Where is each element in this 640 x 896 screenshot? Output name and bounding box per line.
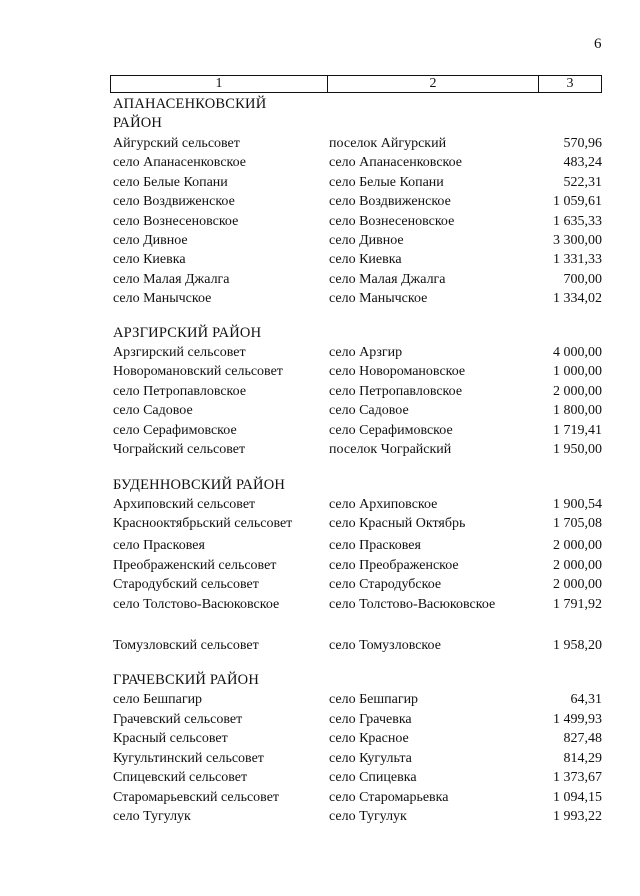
amount: 1 900,54 bbox=[553, 497, 602, 512]
admin-center: село Вознесеновское bbox=[329, 214, 455, 229]
amount: 483,24 bbox=[563, 155, 602, 170]
admin-center: село Апанасенковское bbox=[329, 155, 463, 170]
amount: 1 094,15 bbox=[553, 790, 602, 805]
amount: 1 334,02 bbox=[553, 291, 602, 306]
table-row bbox=[0, 134, 640, 154]
admin-center: село Дивное bbox=[329, 233, 404, 248]
district-title-line: АПАНАСЕНКОВСКИЙ bbox=[113, 96, 267, 112]
amount: 1 950,00 bbox=[553, 442, 602, 457]
table-row bbox=[0, 192, 640, 212]
table-row bbox=[0, 710, 640, 730]
amount: 1 958,20 bbox=[553, 638, 602, 653]
municipality-name: Томузловский сельсовет bbox=[113, 638, 259, 653]
amount: 1 331,33 bbox=[553, 252, 602, 267]
table-row bbox=[0, 153, 640, 173]
table-row bbox=[0, 768, 640, 788]
admin-center: село Воздвиженское bbox=[329, 194, 451, 209]
header-col-3: 3 bbox=[566, 76, 574, 91]
municipality-name: Красный сельсовет bbox=[113, 731, 228, 746]
municipality-name: село Киевка bbox=[113, 252, 186, 267]
admin-center: село Стародубское bbox=[329, 577, 442, 592]
amount: 2 000,00 bbox=[553, 577, 602, 592]
table-row bbox=[0, 289, 640, 309]
table-row bbox=[0, 362, 640, 382]
amount: 522,31 bbox=[563, 175, 602, 190]
amount: 1 635,33 bbox=[553, 214, 602, 229]
table-row bbox=[0, 556, 640, 576]
admin-center: село Манычское bbox=[329, 291, 428, 306]
amount: 4 000,00 bbox=[553, 345, 602, 360]
header-col-2: 2 bbox=[328, 76, 539, 92]
admin-center: село Серафимовское bbox=[329, 423, 453, 438]
table-row bbox=[0, 495, 640, 515]
admin-center: поселок Айгурский bbox=[329, 136, 447, 151]
amount: 1 705,08 bbox=[553, 516, 602, 531]
table-row bbox=[0, 514, 640, 534]
municipality-name: Краснооктябрьский сельсовет bbox=[113, 516, 293, 531]
municipality-name: Чограйский сельсовет bbox=[113, 442, 246, 457]
municipality-name: село Тугулук bbox=[113, 809, 191, 824]
header-col-1: 1 bbox=[111, 76, 328, 92]
amount: 1 059,61 bbox=[553, 194, 602, 209]
municipality-name: село Петропавловское bbox=[113, 384, 247, 399]
municipality-name: село Апанасенковское bbox=[113, 155, 247, 170]
municipality-name: Архиповский сельсовет bbox=[113, 497, 256, 512]
municipality-name: село Серафимовское bbox=[113, 423, 237, 438]
amount: 64,31 bbox=[570, 692, 602, 707]
admin-center: село Толстово-Васюковское bbox=[329, 597, 496, 612]
amount: 1 373,67 bbox=[553, 770, 602, 785]
municipality-name: село Малая Джалга bbox=[113, 272, 230, 287]
municipality-name: Арзгирский сельсовет bbox=[113, 345, 246, 360]
admin-center: село Красный Октябрь bbox=[329, 516, 466, 531]
amount: 700,00 bbox=[563, 272, 602, 287]
amount: 1 719,41 bbox=[553, 423, 602, 438]
admin-center: поселок Чограйский bbox=[329, 442, 452, 457]
municipality-name: Кугультинский сельсовет bbox=[113, 751, 264, 766]
amount: 2 000,00 bbox=[553, 558, 602, 573]
table-row bbox=[0, 231, 640, 251]
table-row bbox=[0, 575, 640, 595]
municipality-name: село Воздвиженское bbox=[113, 194, 235, 209]
amount: 570,96 bbox=[563, 136, 602, 151]
table-row bbox=[0, 749, 640, 769]
amount: 2 000,00 bbox=[553, 538, 602, 553]
municipality-name: село Толстово-Васюковское bbox=[113, 597, 280, 612]
admin-center: село Архиповское bbox=[329, 497, 438, 512]
table-row bbox=[0, 401, 640, 421]
amount: 2 000,00 bbox=[553, 384, 602, 399]
municipality-name: село Манычское bbox=[113, 291, 212, 306]
admin-center: село Томузловское bbox=[329, 638, 441, 653]
municipality-name: Новоромановский сельсовет bbox=[113, 364, 283, 379]
admin-center: село Тугулук bbox=[329, 809, 407, 824]
table-row bbox=[0, 343, 640, 363]
admin-center: село Красное bbox=[329, 731, 409, 746]
table-row bbox=[0, 250, 640, 270]
municipality-name: село Бешпагир bbox=[113, 692, 203, 707]
amount: 1 800,00 bbox=[553, 403, 602, 418]
admin-center: село Прасковея bbox=[329, 538, 421, 553]
table-header bbox=[110, 75, 602, 93]
municipality-name: село Садовое bbox=[113, 403, 193, 418]
admin-center: село Садовое bbox=[329, 403, 409, 418]
table-row bbox=[0, 421, 640, 441]
table-row bbox=[0, 595, 640, 615]
admin-center: село Киевка bbox=[329, 252, 402, 267]
amount: 1 000,00 bbox=[553, 364, 602, 379]
municipality-name: Грачевский сельсовет bbox=[113, 712, 243, 727]
admin-center: село Бешпагир bbox=[329, 692, 419, 707]
district-title-line: АРЗГИРСКИЙ РАЙОН bbox=[113, 325, 262, 341]
table-row bbox=[0, 440, 640, 460]
admin-center: село Старомарьевка bbox=[329, 790, 449, 805]
amount: 1 791,92 bbox=[553, 597, 602, 612]
municipality-name: Старомарьевский сельсовет bbox=[113, 790, 280, 805]
admin-center: село Малая Джалга bbox=[329, 272, 446, 287]
amount: 827,48 bbox=[563, 731, 602, 746]
amount: 3 300,00 bbox=[553, 233, 602, 248]
table-row bbox=[0, 788, 640, 808]
admin-center: село Преображенское bbox=[329, 558, 459, 573]
table-row bbox=[0, 690, 640, 710]
admin-center: село Белые Копани bbox=[329, 175, 444, 190]
municipality-name: село Дивное bbox=[113, 233, 188, 248]
table-row bbox=[0, 636, 640, 656]
table-row bbox=[0, 212, 640, 232]
table-row bbox=[0, 173, 640, 193]
municipality-name: Айгурский сельсовет bbox=[113, 136, 240, 151]
admin-center: село Спицевка bbox=[329, 770, 417, 785]
admin-center: село Новоромановское bbox=[329, 364, 466, 379]
admin-center: село Грачевка bbox=[329, 712, 412, 727]
district-title-line: ГРАЧЕВСКИЙ РАЙОН bbox=[113, 672, 260, 688]
admin-center: село Кугульта bbox=[329, 751, 412, 766]
table-row bbox=[0, 536, 640, 556]
municipality-name: село Вознесеновское bbox=[113, 214, 239, 229]
table-row bbox=[0, 270, 640, 290]
municipality-name: село Прасковея bbox=[113, 538, 205, 553]
admin-center: село Арзгир bbox=[329, 345, 403, 360]
municipality-name: Стародубский сельсовет bbox=[113, 577, 259, 592]
table-row bbox=[0, 807, 640, 827]
municipality-name: Преображенский сельсовет bbox=[113, 558, 277, 573]
municipality-name: Спицевский сельсовет bbox=[113, 770, 248, 785]
amount: 1 499,93 bbox=[553, 712, 602, 727]
district-title-line: БУДЕННОВСКИЙ РАЙОН bbox=[113, 477, 286, 493]
amount: 1 993,22 bbox=[553, 809, 602, 824]
municipality-name: село Белые Копани bbox=[113, 175, 228, 190]
district-title-line: РАЙОН bbox=[113, 115, 163, 131]
page-number: 6 bbox=[594, 36, 602, 52]
admin-center: село Петропавловское bbox=[329, 384, 463, 399]
amount: 814,29 bbox=[563, 751, 602, 766]
table-row bbox=[0, 729, 640, 749]
table-row bbox=[0, 382, 640, 402]
